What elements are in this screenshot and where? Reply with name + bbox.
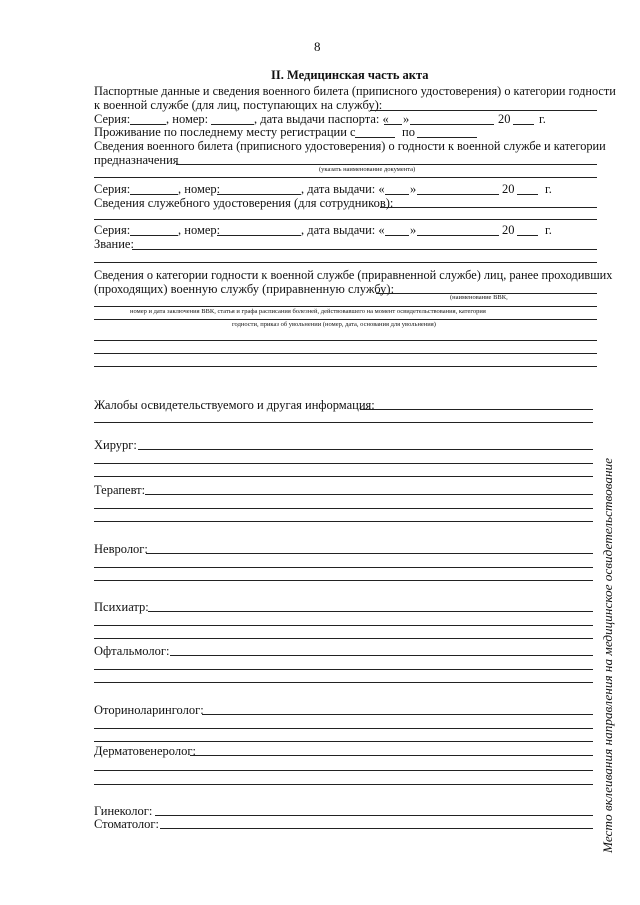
ent-field-3[interactable] bbox=[94, 741, 593, 742]
date-label-2: , дата выдачи: « bbox=[301, 182, 385, 196]
quote-close-2: » bbox=[410, 182, 417, 196]
number-label: , номер: bbox=[166, 112, 209, 126]
surgeon-field-3[interactable] bbox=[94, 476, 593, 477]
psychiatrist-field-3[interactable] bbox=[94, 638, 593, 639]
section-title: II. Медицинская часть акта bbox=[271, 68, 429, 82]
ophthalmologist-field-3[interactable] bbox=[94, 682, 593, 683]
service-number-field[interactable] bbox=[217, 235, 301, 236]
service-day-field[interactable] bbox=[385, 235, 409, 236]
surgeon-field-2[interactable] bbox=[94, 463, 593, 464]
military-id-field[interactable] bbox=[176, 164, 597, 165]
ent-field-2[interactable] bbox=[94, 728, 593, 729]
quote-close: » bbox=[403, 112, 410, 126]
fitness-field-5[interactable] bbox=[94, 353, 597, 354]
military-id-label-2: предназначения bbox=[94, 153, 179, 167]
passport-day-field[interactable] bbox=[384, 124, 402, 125]
specialist-ophthalmologist: Офтальмолог: bbox=[94, 644, 170, 658]
fitness-field-3[interactable] bbox=[94, 319, 597, 320]
service-month-field[interactable] bbox=[417, 235, 499, 236]
specialist-gynecologist: Гинеколог: bbox=[94, 804, 153, 818]
surgeon-field[interactable] bbox=[138, 449, 593, 450]
fitness-label-1: Сведения о категории годности к военной службе (приравненной службе) лиц, ранее проходивших bbox=[94, 268, 613, 282]
ophthalmologist-field-2[interactable] bbox=[94, 669, 593, 670]
therapist-field-2[interactable] bbox=[94, 508, 593, 509]
neurologist-field[interactable] bbox=[146, 553, 593, 554]
fitness-field-2[interactable] bbox=[94, 306, 597, 307]
dentist-field[interactable] bbox=[160, 828, 593, 829]
dermatologist-field-3[interactable] bbox=[94, 784, 593, 785]
page-number: 8 bbox=[314, 39, 321, 54]
psychiatrist-field[interactable] bbox=[148, 611, 593, 612]
specialist-psychiatrist: Психиатр: bbox=[94, 600, 149, 614]
year-suffix-2: г. bbox=[545, 182, 552, 196]
specialist-neurologist: Невролог: bbox=[94, 542, 148, 556]
year-prefix-2: 20 bbox=[502, 182, 515, 196]
service-id-field-2[interactable] bbox=[94, 219, 597, 220]
rank-field-2[interactable] bbox=[94, 262, 597, 263]
ophthalmologist-field[interactable] bbox=[170, 655, 593, 656]
year-suffix-3: г. bbox=[545, 223, 552, 237]
dermatologist-field[interactable] bbox=[190, 755, 593, 756]
residence-label: Проживание по последнему месту регистрации с bbox=[94, 125, 356, 139]
passport-intro-line-2: к военной службе (для лиц, поступающих на службу): bbox=[94, 98, 383, 112]
gynecologist-field[interactable] bbox=[155, 815, 593, 816]
series-label-3: Серия: bbox=[94, 223, 131, 237]
military-number-field[interactable] bbox=[217, 194, 301, 195]
passport-year-field[interactable] bbox=[513, 124, 534, 125]
service-id-label: Сведения служебного удостоверения (для сотрудников): bbox=[94, 196, 394, 210]
caption-document: (указать наименование документа) bbox=[319, 166, 416, 173]
neurologist-field-3[interactable] bbox=[94, 580, 593, 581]
fitness-label-2: (проходящих) военную службу (приравненную службу): bbox=[94, 282, 395, 296]
caption-vvk: (наименование ВВК, bbox=[450, 294, 508, 301]
ent-field[interactable] bbox=[202, 714, 593, 715]
fitness-field-6[interactable] bbox=[94, 366, 597, 367]
date-label-3: , дата выдачи: « bbox=[301, 223, 385, 237]
number-label-2: , номер: bbox=[178, 182, 221, 196]
passport-date-label: , дата выдачи паспорта: « bbox=[254, 112, 389, 126]
series-label-2: Серия: bbox=[94, 182, 131, 196]
fitness-field-4[interactable] bbox=[94, 340, 597, 341]
number-label-3: , номер: bbox=[178, 223, 221, 237]
year-prefix: 20 bbox=[498, 112, 511, 126]
passport-month-field[interactable] bbox=[410, 124, 494, 125]
residence-from-field[interactable] bbox=[355, 137, 395, 138]
neurologist-field-2[interactable] bbox=[94, 567, 593, 568]
rank-label: Звание: bbox=[94, 237, 134, 251]
psychiatrist-field-2[interactable] bbox=[94, 625, 593, 626]
year-prefix-3: 20 bbox=[502, 223, 515, 237]
quote-close-3: » bbox=[410, 223, 417, 237]
specialist-dentist: Стоматолог: bbox=[94, 817, 160, 831]
therapist-field-3[interactable] bbox=[94, 521, 593, 522]
specialist-therapist: Терапевт: bbox=[94, 483, 146, 497]
complaints-field-2[interactable] bbox=[94, 422, 593, 423]
side-note bbox=[598, 455, 618, 855]
residence-to-label: по bbox=[402, 125, 415, 139]
residence-to-field[interactable] bbox=[417, 137, 477, 138]
caption-vvk-2: номер и дата заключения ВВК, статья и графа расписания болезней, действовавшего на момент освидетельствования, категория bbox=[130, 308, 486, 315]
caption-vvk-3: годности, приказ об увольнении (номер, дата, основания для увольнения) bbox=[232, 321, 436, 328]
rank-field[interactable] bbox=[132, 249, 597, 250]
service-series-field[interactable] bbox=[130, 235, 178, 236]
passport-fitness-field[interactable] bbox=[370, 110, 597, 111]
specialist-ent: Оториноларинголог: bbox=[94, 703, 204, 717]
specialist-dermatologist: Дерматовенеролог: bbox=[94, 744, 196, 758]
military-series-field[interactable] bbox=[130, 194, 178, 195]
service-year-field[interactable] bbox=[517, 235, 538, 236]
year-suffix: г. bbox=[539, 112, 546, 126]
passport-intro-line-1: Паспортные данные и сведения военного билета (приписного удостоверения) о категории годности bbox=[94, 84, 616, 98]
series-label: Серия: bbox=[94, 112, 131, 126]
complaints-field[interactable] bbox=[360, 409, 593, 410]
military-month-field[interactable] bbox=[417, 194, 499, 195]
military-year-field[interactable] bbox=[517, 194, 538, 195]
dermatologist-field-2[interactable] bbox=[94, 770, 593, 771]
military-id-label-1: Сведения военного билета (приписного удостоверения) о годности к военной службе и категории bbox=[94, 139, 606, 153]
complaints-label: Жалобы освидетельствуемого и другая информация: bbox=[94, 398, 375, 412]
military-id-field-2[interactable] bbox=[94, 177, 597, 178]
therapist-field[interactable] bbox=[145, 494, 593, 495]
military-day-field[interactable] bbox=[385, 194, 409, 195]
service-id-field[interactable] bbox=[380, 207, 597, 208]
side-note-text: Место вклеивания направления на медицинское освидетельствование bbox=[601, 479, 615, 853]
specialist-surgeon: Хирург: bbox=[94, 438, 137, 452]
